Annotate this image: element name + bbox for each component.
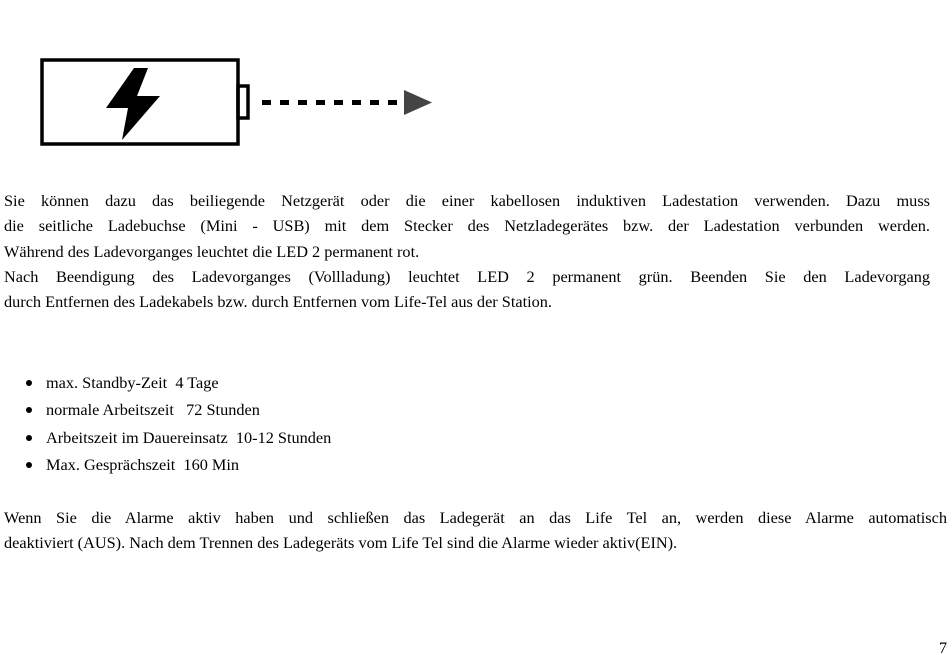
paragraph-line: deaktiviert (AUS). Nach dem Trennen des Ladegeräts vom Life Tel sind die Alarme wieder aktiv(EIN). xyxy=(4,533,678,553)
lightning-bolt-icon xyxy=(106,68,160,140)
spec-text: Arbeitszeit im Dauereinsatz 10-12 Stunden xyxy=(46,427,332,447)
paragraph-line: Wenn Sie die Alarme aktiv haben und schließen das Ladegerät an das Life Tel an, werden diese Alarme automatisch xyxy=(4,508,947,527)
paragraph-line: Nach Beendigung des Ladevorganges (Vollladung) leuchtet LED 2 permanent grün. Beenden Sie den Ladevorgang xyxy=(4,266,930,286)
bullet-icon xyxy=(26,380,32,386)
page-number: 7 xyxy=(939,640,947,657)
battery-charging-icon xyxy=(38,56,438,152)
list-item xyxy=(0,451,331,478)
bullet-icon xyxy=(26,407,32,413)
paragraph-line: Während des Ladevorganges leuchtet die LED 2 permanent rot. xyxy=(4,241,420,261)
paragraph-line: durch Entfernen des Ladekabels bzw. durch Entfernen vom Life-Tel aus der Station. xyxy=(4,292,552,312)
paragraph-line: Sie können dazu das beiliegende Netzgerät oder die einer kabellosen induktiven Ladestation verwenden. Dazu muss xyxy=(4,191,930,210)
bullet-icon xyxy=(26,462,32,468)
spec-text: normale Arbeitszeit 72 Stunden xyxy=(46,400,260,420)
bullet-icon xyxy=(26,435,32,441)
charging-instructions-paragraph xyxy=(4,188,930,314)
paragraph-line: die seitliche Ladebuchse (Mini - USB) mit dem Stecker des Netzladegerätes bzw. der Ladestation verbunden werden. xyxy=(4,216,930,236)
spec-text: Max. Gesprächszeit 160 Min xyxy=(46,454,240,474)
battery-specs-list xyxy=(0,369,331,478)
spec-text: max. Standby-Zeit 4 Tage xyxy=(46,373,219,392)
alarm-info-paragraph xyxy=(4,505,947,556)
list-item xyxy=(0,369,331,396)
list-item xyxy=(0,424,331,451)
dotted-arrow-icon xyxy=(262,90,432,115)
list-item xyxy=(0,396,331,423)
